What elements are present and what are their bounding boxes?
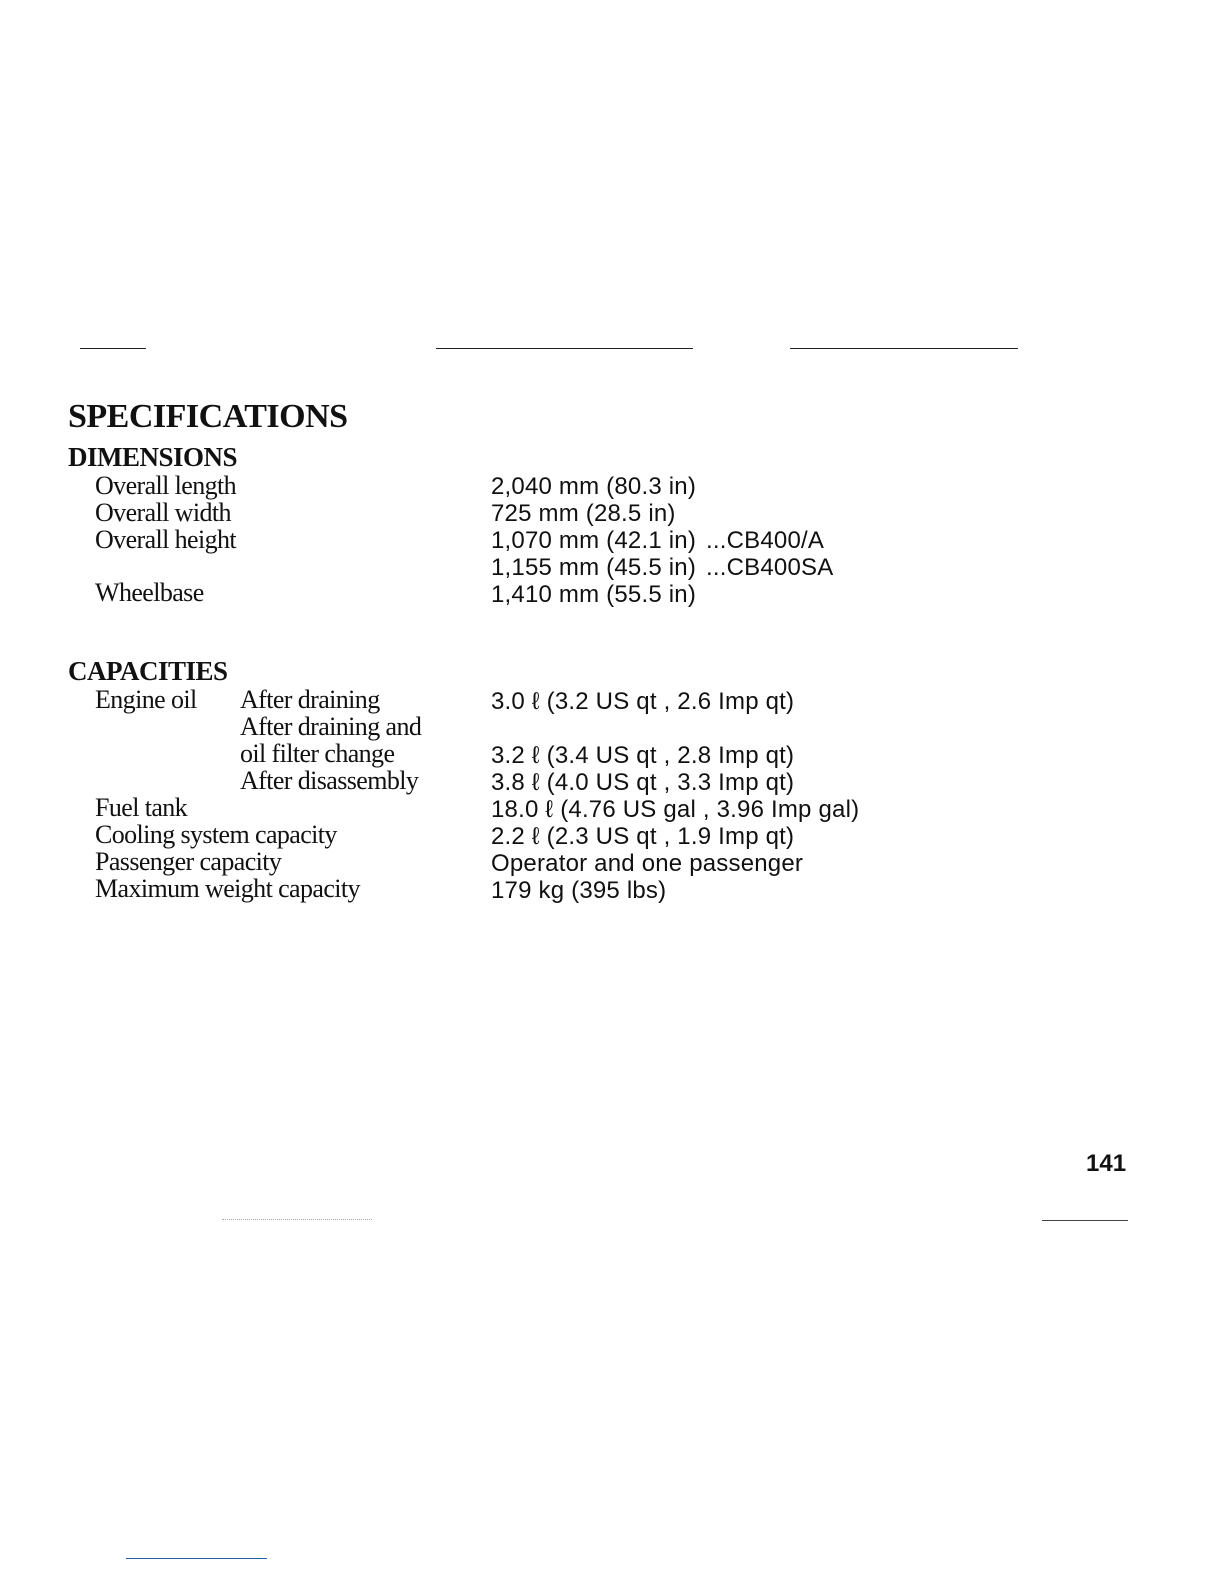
oil-filter-change-label-line2: oil filter change [240,739,395,768]
cooling-system-label: Cooling system capacity [95,820,337,849]
oil-after-disassembly-label: After disassembly [240,766,419,795]
capacities-heading: CAPACITIES [68,656,228,686]
page-title: SPECIFICATIONS [68,398,348,435]
overall-height-measure-sa: 1,155 mm (45.5 in) [491,554,697,581]
oil-after-disassembly-value: 3.8 ℓ (4.0 US qt , 3.3 Imp qt) [491,769,795,796]
fuel-tank-value: 18.0 ℓ (4.76 US gal , 3.96 Imp gal) [491,796,860,823]
footer-rule-bottom-left [126,1558,267,1559]
overall-length-value: 2,040 mm (80.3 in) [491,473,697,500]
overall-width-label: Overall width [95,498,231,527]
passenger-capacity-value: Operator and one passenger [491,850,804,877]
overall-width-value: 725 mm (28.5 in) [491,500,676,527]
model-cb400a: ...CB400/A [706,527,825,554]
engine-oil-label: Engine oil [95,685,197,714]
wheelbase-value: 1,410 mm (55.5 in) [491,581,697,608]
oil-filter-change-value: 3.2 ℓ (3.4 US qt , 2.8 Imp qt) [491,742,795,769]
wheelbase-label: Wheelbase [95,578,204,607]
header-rule-center [436,348,693,349]
oil-filter-change-label-line1: After draining and [240,712,422,741]
overall-height-value-sa [491,554,833,582]
overall-length-label: Overall length [95,471,237,500]
footer-dotted-rule [222,1219,372,1221]
fuel-tank-label: Fuel tank [95,793,188,822]
overall-height-label: Overall height [95,525,237,554]
model-cb400sa: ...CB400SA [706,554,834,581]
header-rule-right [790,348,1018,349]
cooling-system-value: 2.2 ℓ (2.3 US qt , 1.9 Imp qt) [491,823,795,850]
passenger-capacity-label: Passenger capacity [95,847,282,876]
overall-height-value-a [491,527,824,555]
header-rule-left [80,348,146,349]
dimensions-heading: DIMENSIONS [68,442,238,472]
overall-height-measure-a: 1,070 mm (42.1 in) [491,527,697,554]
page-number: 141 [1086,1150,1127,1177]
oil-after-draining-value: 3.0 ℓ (3.2 US qt , 2.6 Imp qt) [491,688,795,715]
max-weight-label: Maximum weight capacity [95,874,360,903]
oil-after-draining-label: After draining [240,685,380,714]
max-weight-value: 179 kg (395 lbs) [491,877,667,904]
footer-rule-right [1042,1220,1128,1221]
